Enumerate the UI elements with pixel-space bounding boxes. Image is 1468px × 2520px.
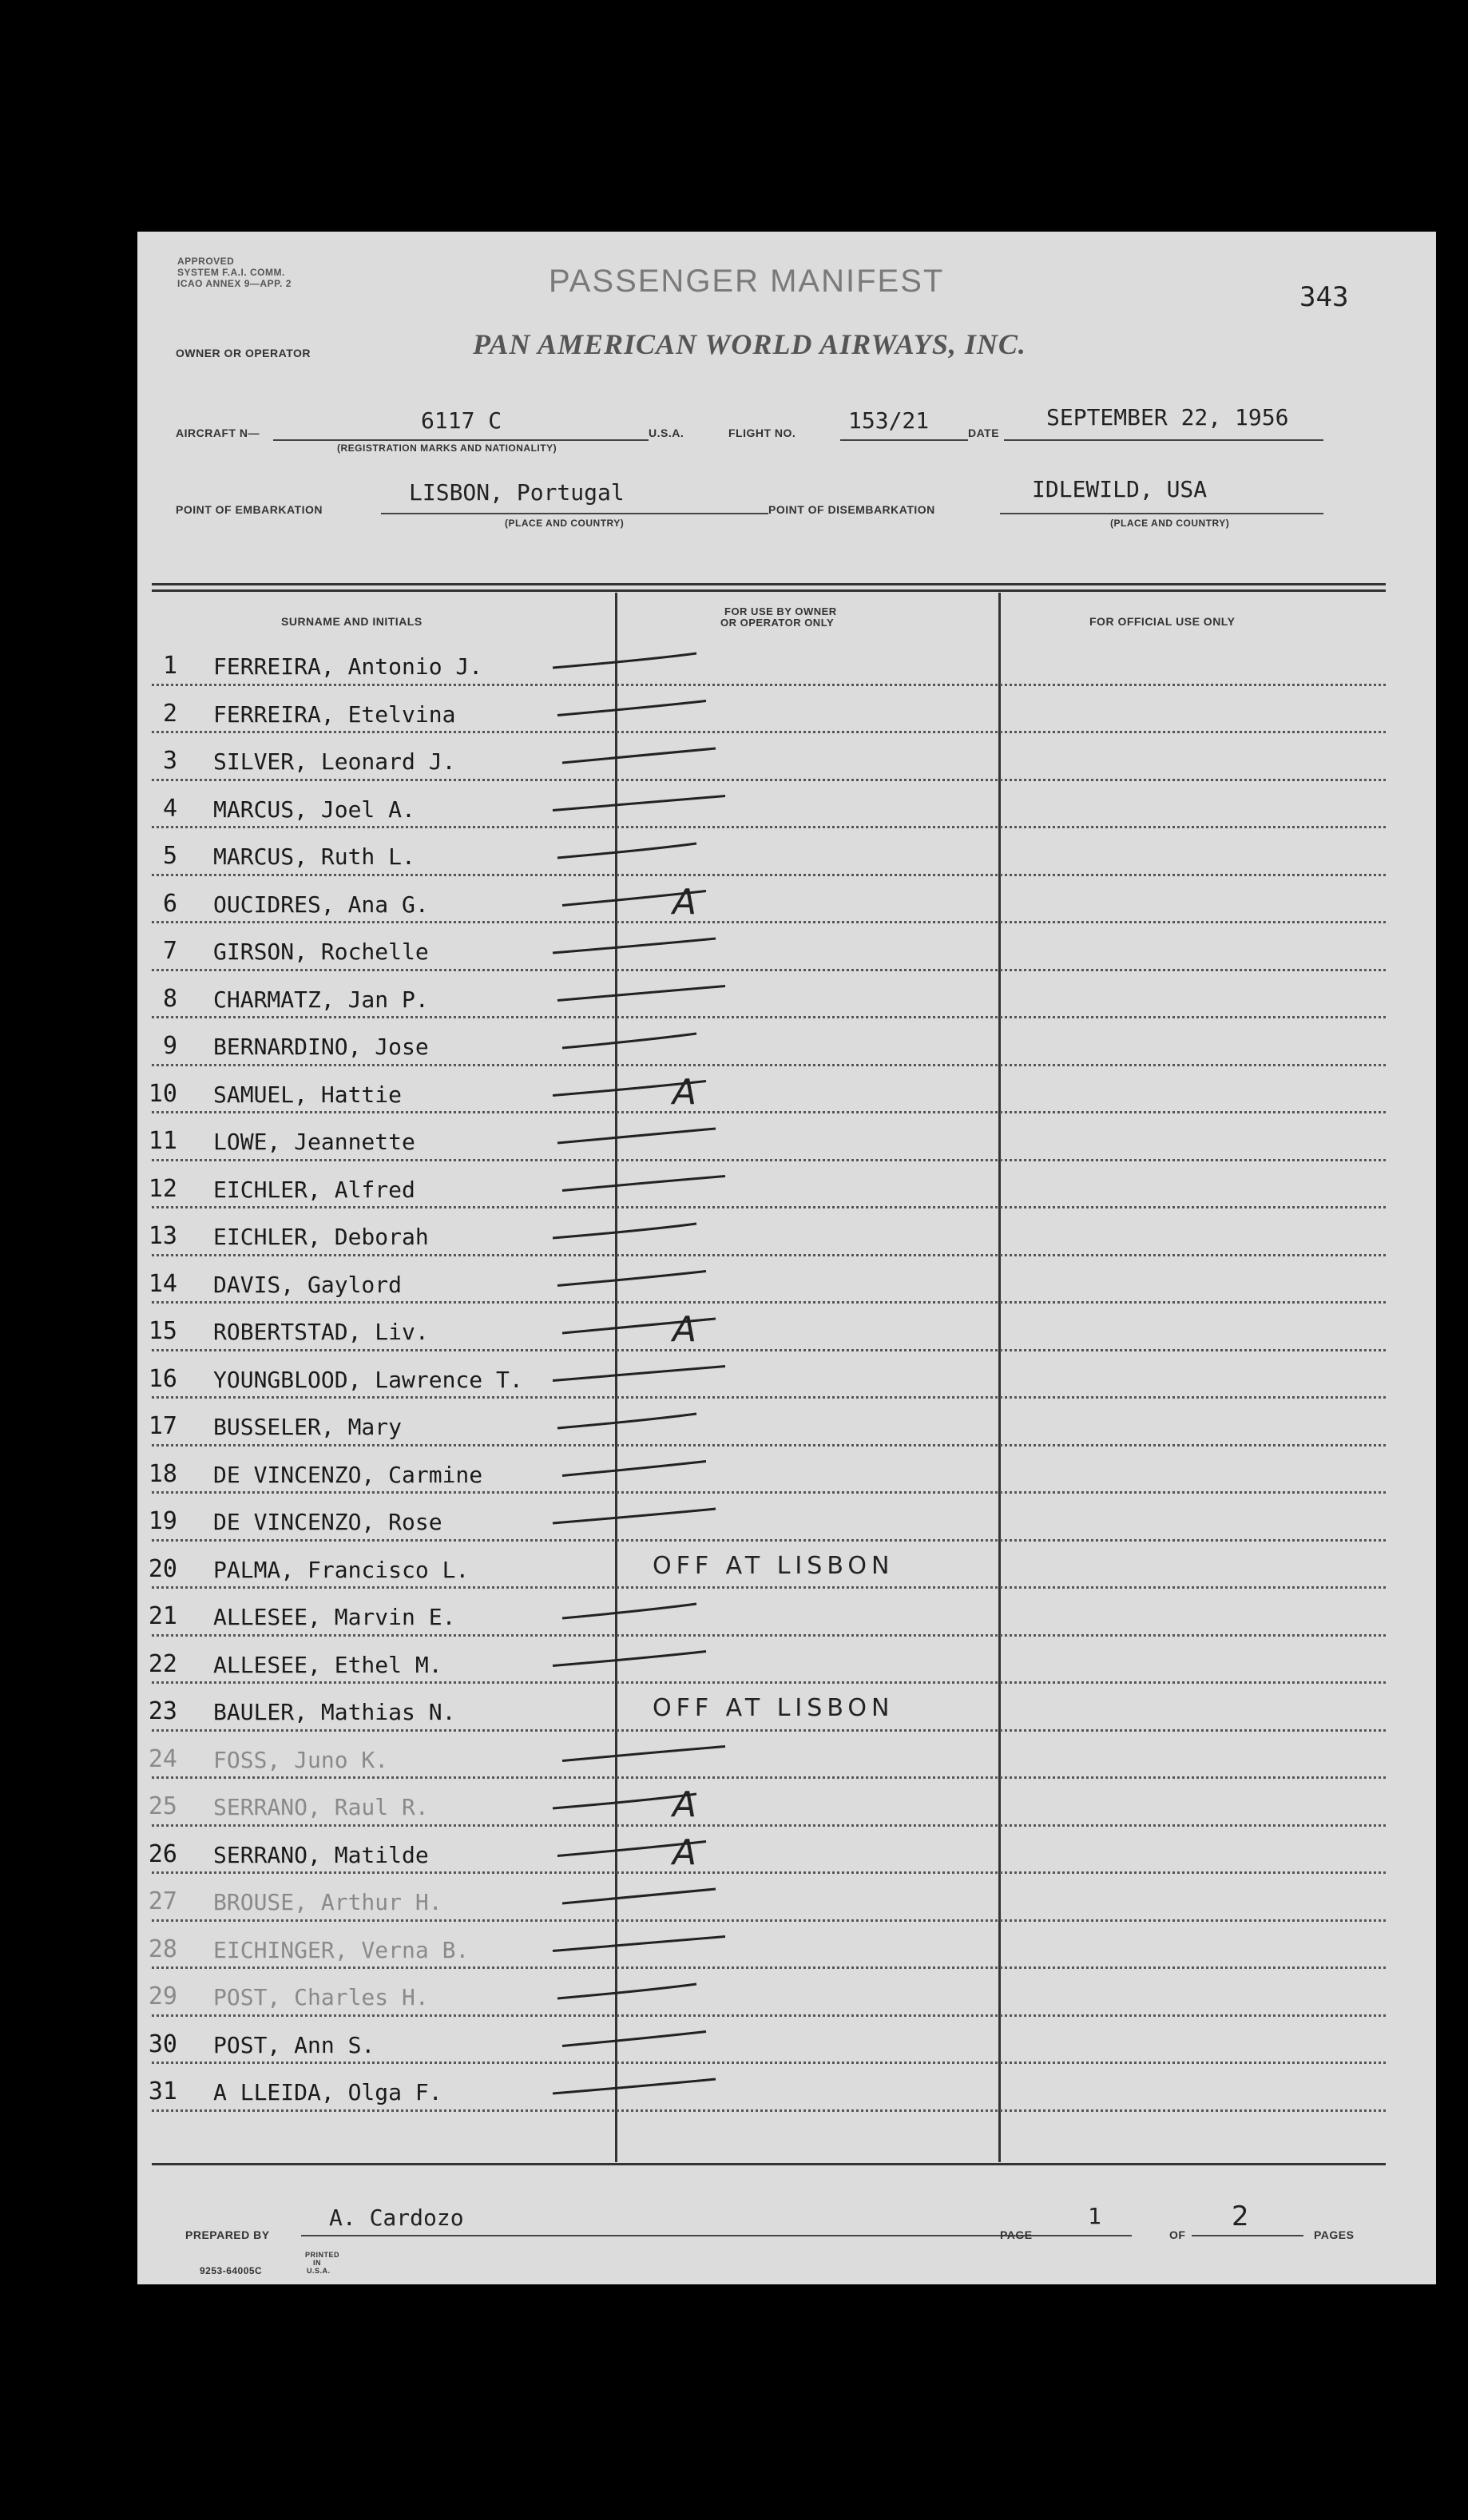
check-stroke	[562, 2032, 706, 2046]
passenger-name: ALLESEE, Ethel M.	[213, 1651, 442, 1678]
column-header-owner-line1: FOR USE BY OWNER	[724, 605, 837, 617]
passenger-name: CHARMATZ, Jan P.	[213, 986, 429, 1013]
check-stroke	[562, 1177, 725, 1191]
disembark-value: IDLEWILD, USA	[1032, 476, 1208, 502]
passenger-name: ROBERTSTAD, Liv.	[213, 1319, 429, 1345]
passenger-name: SAMUEL, Hattie	[213, 1081, 403, 1108]
passenger-name: EICHINGER, Verna B.	[213, 1936, 470, 1963]
approval-line-1: APPROVED	[177, 256, 235, 267]
prepared-value: A. Cardozo	[329, 2205, 464, 2231]
date-label: DATE	[968, 427, 1000, 439]
owner-annotation: A	[673, 1784, 702, 1825]
passenger-number: 24	[148, 1744, 177, 1773]
owner-annotation: OFF AT LISBON	[653, 1551, 895, 1580]
passenger-name: BROUSE, Arthur H.	[213, 1889, 442, 1915]
page-label: PAGE	[1000, 2228, 1033, 2241]
check-stroke	[553, 1081, 706, 1096]
prepared-label: PREPARED BY	[185, 2228, 270, 2241]
place-country-label-2: (PLACE AND COUNTRY)	[1110, 518, 1230, 529]
check-stroke	[557, 1129, 716, 1143]
date-value: SEPTEMBER 22, 1956	[1046, 404, 1289, 431]
owner-annotation: OFF AT LISBON	[653, 1694, 895, 1722]
owner-annotation: A	[673, 1309, 702, 1350]
check-stroke	[557, 843, 696, 858]
column-header-official: FOR OFFICIAL USE ONLY	[1089, 615, 1236, 628]
passenger-number: 12	[148, 1174, 177, 1203]
passenger-number: 8	[162, 984, 177, 1013]
passenger-name: EICHLER, Alfred	[213, 1176, 415, 1203]
passenger-number: 16	[148, 1364, 177, 1393]
passenger-name: SERRANO, Raul R.	[213, 1794, 429, 1820]
printed-line-3: U.S.A.	[307, 2267, 331, 2275]
passenger-name: OUCIDRES, Ana G.	[213, 891, 429, 918]
owner-label: OWNER OR OPERATOR	[176, 347, 311, 359]
check-stroke	[557, 986, 725, 1001]
passenger-number: 3	[162, 747, 177, 775]
check-stroke	[553, 1367, 725, 1381]
check-stroke	[562, 1462, 706, 1476]
passenger-name: BUSSELER, Mary	[213, 1414, 403, 1440]
passenger-number: 22	[148, 1649, 177, 1678]
registration-label: (REGISTRATION MARKS AND NATIONALITY)	[337, 442, 557, 454]
pages-label: PAGES	[1314, 2228, 1355, 2241]
passenger-number: 31	[148, 2078, 177, 2105]
passenger-name: BAULER, Mathias N.	[213, 1699, 456, 1725]
passenger-number: 30	[148, 2030, 177, 2058]
check-stroke	[562, 1747, 725, 1761]
passenger-name: POST, Charles H.	[213, 1984, 429, 2010]
check-stroke	[562, 1604, 696, 1618]
aircraft-value: 6117 C	[421, 407, 502, 434]
passenger-number: 28	[148, 1935, 177, 1963]
passenger-number: 5	[162, 842, 177, 870]
passenger-number: 20	[148, 1554, 177, 1583]
passenger-number: 6	[162, 889, 177, 918]
passenger-number: 19	[148, 1507, 177, 1535]
check-stroke	[557, 701, 706, 716]
check-stroke	[553, 1224, 696, 1238]
check-stroke	[562, 748, 716, 763]
page-stamp: 343	[1299, 281, 1349, 313]
passenger-number: 7	[162, 937, 177, 965]
owner-value: PAN AMERICAN WORLD AIRWAYS, INC.	[473, 328, 1026, 360]
check-stroke	[553, 653, 696, 668]
passenger-number: 2	[162, 699, 177, 728]
passenger-name: LOWE, Jeannette	[213, 1129, 415, 1155]
check-stroke	[557, 1984, 696, 1998]
check-stroke	[557, 1272, 706, 1286]
passenger-number: 9	[162, 1032, 177, 1060]
passenger-number: 1	[162, 652, 177, 680]
column-header-surname: SURNAME AND INITIALS	[281, 615, 423, 628]
passenger-name: DAVIS, Gaylord	[213, 1271, 403, 1298]
page-title: PASSENGER MANIFEST	[549, 264, 945, 299]
passenger-name: FERREIRA, Etelvina	[213, 700, 456, 728]
check-stroke	[562, 1034, 696, 1048]
passenger-number: 4	[162, 794, 177, 823]
approval-line-2: SYSTEM F.A.I. COMM.	[177, 267, 285, 278]
passenger-name: MARCUS, Ruth L.	[213, 843, 415, 870]
flight-value: 153/21	[848, 407, 930, 434]
embark-label: POINT OF EMBARKATION	[176, 503, 323, 516]
check-stroke	[553, 1652, 706, 1666]
usa-label: U.S.A.	[649, 427, 684, 439]
check-stroke	[553, 939, 716, 953]
check-stroke	[562, 1319, 716, 1333]
of-label: OF	[1169, 2228, 1186, 2241]
passenger-number: 25	[148, 1792, 177, 1820]
passenger-name: MARCUS, Joel A.	[213, 796, 415, 823]
passenger-name: SILVER, Leonard J.	[213, 748, 456, 775]
check-stroke	[557, 1842, 706, 1856]
passenger-number: 26	[148, 1839, 177, 1868]
passenger-number: 13	[148, 1222, 177, 1250]
check-stroke	[553, 1509, 716, 1523]
passenger-name: DE VINCENZO, Carmine	[213, 1461, 483, 1488]
passenger-name: A LLEIDA, Olga F.	[213, 2079, 442, 2105]
embark-value: LISBON, Portugal	[409, 479, 625, 506]
passenger-number: 23	[148, 1697, 177, 1725]
column-header-owner-line2: OR OPERATOR ONLY	[720, 617, 835, 629]
owner-annotation: A	[673, 1071, 702, 1113]
flight-label: FLIGHT NO.	[728, 427, 796, 439]
passenger-number: 10	[148, 1079, 177, 1108]
check-stroke	[557, 1414, 696, 1428]
owner-annotation: A	[673, 1831, 702, 1873]
printed-line-1: PRINTED	[305, 2251, 340, 2259]
place-country-label-1: (PLACE AND COUNTRY)	[505, 518, 625, 529]
passenger-number: 27	[148, 1887, 177, 1915]
passenger-number: 15	[148, 1317, 177, 1345]
owner-annotation: A	[673, 881, 702, 923]
passenger-name: DE VINCENZO, Rose	[213, 1509, 442, 1535]
table-bottom-rule	[152, 2163, 1386, 2165]
passenger-name: PALMA, Francisco L.	[213, 1556, 470, 1583]
check-stroke	[553, 2079, 716, 2093]
check-stroke	[553, 796, 725, 811]
passenger-name: ALLESEE, Marvin E.	[213, 1604, 456, 1630]
passenger-name: BERNARDINO, Jose	[213, 1034, 429, 1060]
passenger-number: 29	[148, 1982, 177, 2010]
passenger-name: YOUNGBLOOD, Lawrence T.	[213, 1366, 523, 1393]
form-number: 9253-64005C	[200, 2265, 263, 2276]
passenger-name: EICHLER, Deborah	[213, 1224, 429, 1250]
passenger-name: FERREIRA, Antonio J.	[213, 653, 483, 680]
handwritten-marks	[137, 232, 1436, 2284]
check-stroke	[553, 1937, 725, 1951]
check-stroke	[553, 1794, 696, 1808]
passenger-name: GIRSON, Rochelle	[213, 939, 429, 965]
disembark-label: POINT OF DISEMBARKATION	[768, 503, 935, 516]
of-underline	[1192, 2235, 1303, 2236]
passenger-name: POST, Ann S.	[213, 2031, 375, 2058]
manifest-sheet	[137, 232, 1436, 2284]
aircraft-label: AIRCRAFT N—	[176, 427, 260, 439]
page-number: 1	[1088, 2203, 1101, 2229]
passenger-number: 17	[148, 1412, 177, 1440]
check-stroke	[562, 891, 706, 906]
passenger-name: FOSS, Juno K.	[213, 1746, 389, 1773]
passenger-number: 14	[148, 1269, 177, 1298]
passenger-name: SERRANO, Matilde	[213, 1841, 429, 1868]
check-stroke	[562, 1889, 716, 1903]
printed-line-2: IN	[313, 2259, 321, 2267]
page-total: 2	[1232, 2201, 1254, 2232]
approval-line-3: ICAO ANNEX 9—APP. 2	[177, 278, 292, 289]
passenger-number: 21	[148, 1602, 177, 1630]
passenger-number: 11	[148, 1127, 177, 1155]
passenger-number: 18	[148, 1459, 177, 1488]
